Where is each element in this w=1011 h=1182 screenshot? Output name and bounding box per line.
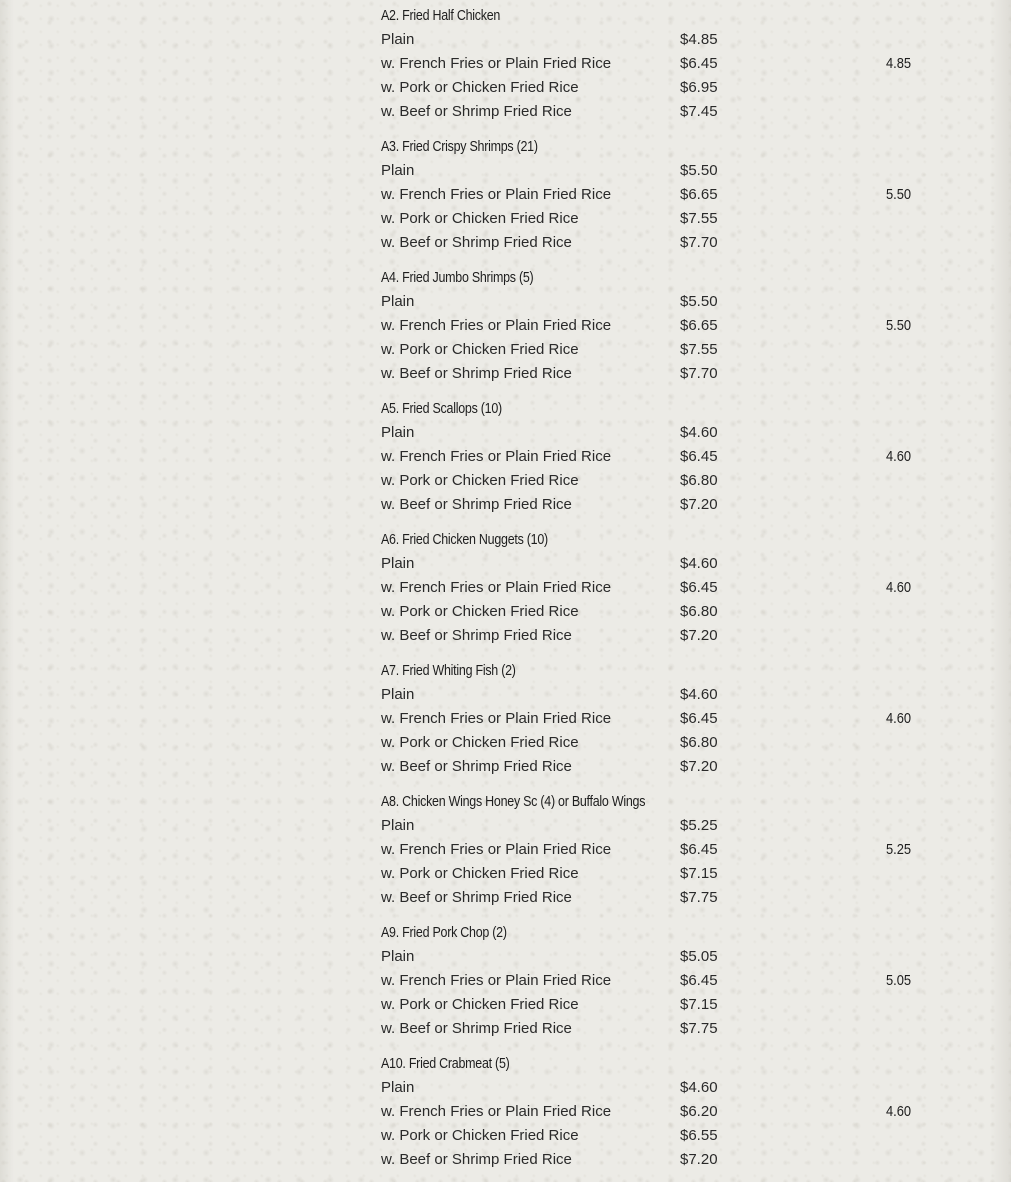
menu-option-row	[381, 552, 721, 576]
menu-item	[381, 789, 941, 920]
option-name: w. Beef or Shrimp Fried Rice	[381, 496, 572, 513]
option-price: $4.60	[680, 555, 718, 572]
option-name: w. French Fries or Plain Fried Rice	[381, 579, 612, 596]
menu-option-row	[381, 493, 721, 517]
option-name: w. French Fries or Plain Fried Rice	[381, 1103, 612, 1120]
side-price: 5.05	[886, 972, 912, 989]
option-price: $7.55	[680, 210, 718, 227]
option-name: w. Beef or Shrimp Fried Rice	[381, 1151, 572, 1168]
option-price: $6.45	[680, 579, 718, 596]
option-price: $5.25	[680, 817, 718, 834]
menu-option-row	[381, 290, 721, 314]
option-name: Plain	[381, 686, 415, 703]
option-name: w. Pork or Chicken Fried Rice	[381, 734, 579, 751]
side-price: 4.85	[886, 55, 912, 72]
menu-item-title: A10. Fried Crabmeat (5)	[381, 1056, 510, 1072]
option-name: w. Pork or Chicken Fried Rice	[381, 210, 579, 227]
option-name: Plain	[381, 1079, 415, 1096]
menu-option-row	[381, 624, 721, 648]
option-name: w. Beef or Shrimp Fried Rice	[381, 365, 572, 382]
option-price: $7.75	[680, 889, 718, 906]
side-price: 4.60	[886, 448, 912, 465]
option-name: w. French Fries or Plain Fried Rice	[381, 186, 612, 203]
option-name: w. Pork or Chicken Fried Rice	[381, 1127, 579, 1144]
menu-option-row	[381, 576, 721, 600]
option-price: $6.80	[680, 734, 718, 751]
option-name: w. Beef or Shrimp Fried Rice	[381, 758, 572, 775]
option-name: w. French Fries or Plain Fried Rice	[381, 448, 612, 465]
menu-option-row	[381, 445, 721, 469]
option-name: w. Pork or Chicken Fried Rice	[381, 865, 579, 882]
option-price: $6.20	[680, 1103, 718, 1120]
option-price: $7.15	[680, 865, 718, 882]
menu-option-row	[381, 183, 721, 207]
menu-item-title: A2. Fried Half Chicken	[381, 8, 501, 24]
option-price: $4.85	[680, 31, 718, 48]
menu-option-row	[381, 1076, 721, 1100]
option-name: w. French Fries or Plain Fried Rice	[381, 317, 612, 334]
option-price: $7.70	[680, 234, 718, 251]
menu-item-title: A8. Chicken Wings Honey Sc (4) or Buffalo Wings	[381, 794, 646, 810]
menu-option-row	[381, 945, 721, 969]
menu-option-row	[381, 862, 721, 886]
option-price: $6.80	[680, 603, 718, 620]
menu-item	[381, 265, 941, 396]
option-name: Plain	[381, 555, 415, 572]
option-price: $4.60	[680, 424, 718, 441]
menu-item-title: A7. Fried Whiting Fish (2)	[381, 663, 516, 679]
menu-item	[381, 658, 941, 789]
menu-option-row	[381, 28, 721, 52]
menu-option-row	[381, 314, 721, 338]
menu-option-row	[381, 707, 721, 731]
option-name: w. Beef or Shrimp Fried Rice	[381, 103, 572, 120]
menu-item	[381, 134, 941, 265]
option-name: w. Beef or Shrimp Fried Rice	[381, 1020, 572, 1037]
option-name: w. French Fries or Plain Fried Rice	[381, 972, 612, 989]
option-name: w. Beef or Shrimp Fried Rice	[381, 627, 572, 644]
option-price: $7.70	[680, 365, 718, 382]
menu-option-row	[381, 1017, 721, 1041]
option-price: $6.95	[680, 79, 718, 96]
menu-option-row	[381, 838, 721, 862]
option-price: $6.45	[680, 972, 718, 989]
side-price: 4.60	[886, 579, 912, 596]
menu-option-row	[381, 100, 721, 124]
option-price: $6.45	[680, 841, 718, 858]
menu-item	[381, 396, 941, 527]
menu-option-row	[381, 338, 721, 362]
menu-item	[381, 920, 941, 1051]
menu-option-row	[381, 600, 721, 624]
menu-option-row	[381, 1148, 721, 1172]
option-price: $7.45	[680, 103, 718, 120]
option-name: Plain	[381, 31, 415, 48]
option-price: $7.20	[680, 496, 718, 513]
option-price: $6.55	[680, 1127, 718, 1144]
option-price: $6.65	[680, 317, 718, 334]
option-name: Plain	[381, 817, 415, 834]
side-price: 5.50	[886, 186, 912, 203]
option-name: Plain	[381, 293, 415, 310]
menu-option-row	[381, 1100, 721, 1124]
menu-option-row	[381, 814, 721, 838]
menu-item	[381, 1051, 941, 1182]
option-price: $5.05	[680, 948, 718, 965]
option-name: w. French Fries or Plain Fried Rice	[381, 710, 612, 727]
option-name: w. Pork or Chicken Fried Rice	[381, 472, 579, 489]
option-price: $6.45	[680, 448, 718, 465]
option-name: w. Pork or Chicken Fried Rice	[381, 996, 579, 1013]
option-price: $7.20	[680, 758, 718, 775]
menu-item-title: A4. Fried Jumbo Shrimps (5)	[381, 270, 534, 286]
menu-item	[381, 3, 941, 134]
option-name: w. Beef or Shrimp Fried Rice	[381, 234, 572, 251]
option-price: $5.50	[680, 293, 718, 310]
menu-option-row	[381, 159, 721, 183]
menu-option-row	[381, 969, 721, 993]
option-price: $4.60	[680, 1079, 718, 1096]
menu-item-title: A5. Fried Scallops (10)	[381, 401, 502, 417]
option-price: $7.20	[680, 627, 718, 644]
option-price: $6.80	[680, 472, 718, 489]
option-name: Plain	[381, 162, 415, 179]
menu-item	[381, 527, 941, 658]
menu-option-row	[381, 421, 721, 445]
menu-option-row	[381, 683, 721, 707]
option-price: $6.45	[680, 55, 718, 72]
menu-option-row	[381, 731, 721, 755]
option-name: w. Pork or Chicken Fried Rice	[381, 603, 579, 620]
option-name: w. French Fries or Plain Fried Rice	[381, 55, 612, 72]
menu-option-row	[381, 207, 721, 231]
menu-item-title: A3. Fried Crispy Shrimps (21)	[381, 139, 538, 155]
menu-option-row	[381, 1124, 721, 1148]
menu-option-row	[381, 886, 721, 910]
menu-option-row	[381, 76, 721, 100]
option-price: $7.15	[680, 996, 718, 1013]
menu-option-row	[381, 469, 721, 493]
option-price: $5.50	[680, 162, 718, 179]
option-name: Plain	[381, 424, 415, 441]
option-price: $7.20	[680, 1151, 718, 1168]
option-price: $7.55	[680, 341, 718, 358]
side-price: 5.50	[886, 317, 912, 334]
menu-item-title: A9. Fried Pork Chop (2)	[381, 925, 507, 941]
menu-list	[381, 3, 941, 1182]
option-price: $7.75	[680, 1020, 718, 1037]
option-price: $6.45	[680, 710, 718, 727]
side-price: 4.60	[886, 1103, 912, 1120]
option-price: $4.60	[680, 686, 718, 703]
option-name: w. Pork or Chicken Fried Rice	[381, 341, 579, 358]
option-name: w. French Fries or Plain Fried Rice	[381, 841, 612, 858]
menu-item-title: A6. Fried Chicken Nuggets (10)	[381, 532, 548, 548]
menu-option-row	[381, 52, 721, 76]
option-price: $6.65	[680, 186, 718, 203]
menu-option-row	[381, 231, 721, 255]
menu-option-row	[381, 993, 721, 1017]
menu-option-row	[381, 755, 721, 779]
option-name: w. Pork or Chicken Fried Rice	[381, 79, 579, 96]
menu-option-row	[381, 362, 721, 386]
side-price: 4.60	[886, 710, 912, 727]
option-name: w. Beef or Shrimp Fried Rice	[381, 889, 572, 906]
side-price: 5.25	[886, 841, 912, 858]
option-name: Plain	[381, 948, 415, 965]
